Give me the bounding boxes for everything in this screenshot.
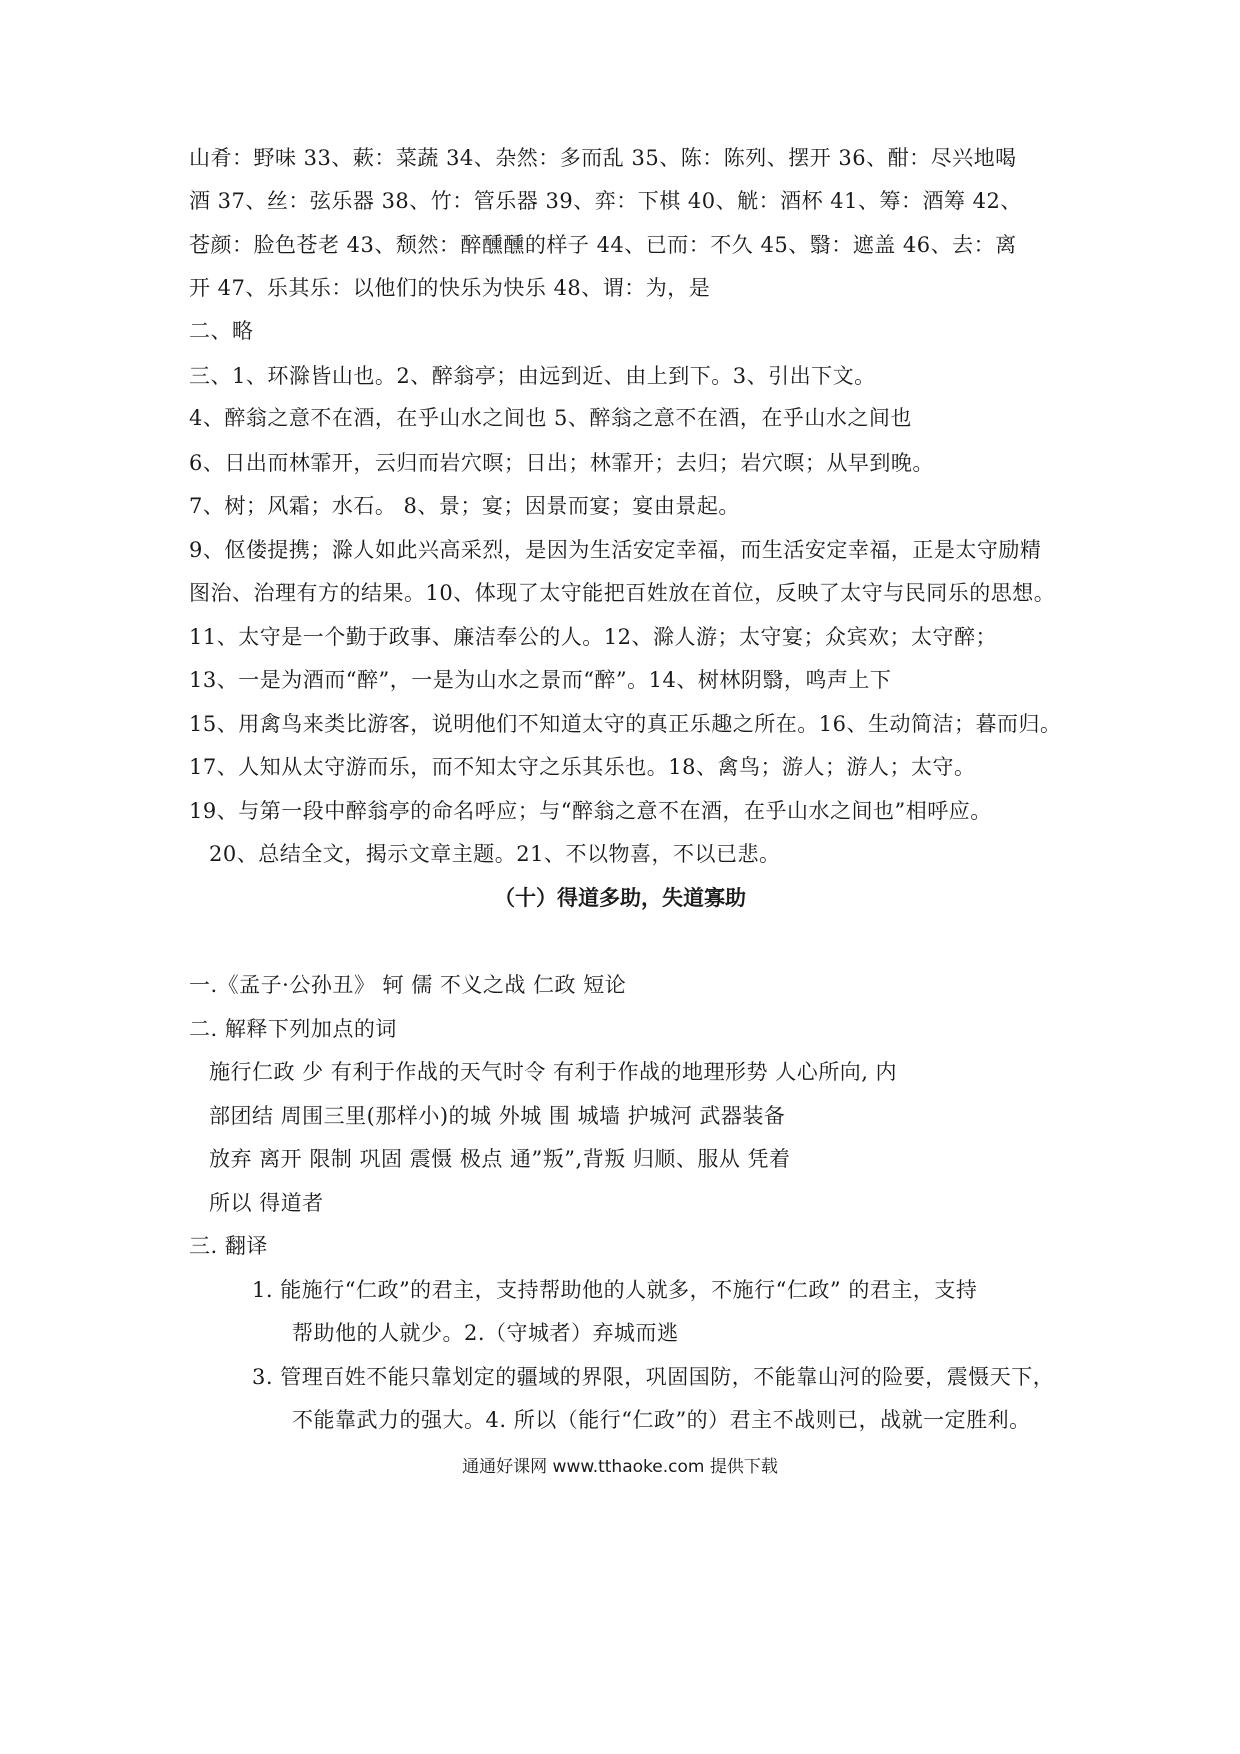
text-line: 1. 能施行“仁政”的君主，支持帮助他的人就多，不施行“仁政” 的君主，支持 <box>252 1278 978 1302</box>
text-line: 帮助他的人就少。2.（守城者）弃城而逃 <box>292 1321 679 1345</box>
text-line: 3. 管理百姓不能只靠划定的疆域的界限，巩固国防，不能靠山河的险要，震慑天下， <box>252 1365 1055 1389</box>
section-title: （十）得道多助，失道寡助 <box>494 886 746 910</box>
text-line: 放弃 离开 限制 巩固 震慑 极点 通”叛”,背叛 归顺、服从 凭着 <box>209 1147 791 1171</box>
text-line: 4、醉翁之意不在酒，在乎山水之间也 5、醉翁之意不在酒，在乎山水之间也 <box>189 406 912 430</box>
text-line: 二. 解释下列加点的词 <box>189 1017 397 1041</box>
text-line: 所以 得道者 <box>209 1191 324 1215</box>
text-line: 13、一是为酒而“醉”，一是为山水之景而“醉”。14、树林阴翳，鸣声上下 <box>189 668 892 692</box>
text-line: 15、用禽鸟来类比游客，说明他们不知道太守的真正乐趣之所在。16、生动简洁；暮而归。 <box>189 712 1062 736</box>
text-line: 开 47、乐其乐：以他们的快乐为快乐 48、谓：为，是 <box>189 276 711 300</box>
text-line: 二、略 <box>189 319 254 343</box>
text-line: 19、与第一段中醉翁亭的命名呼应；与“醉翁之意不在酒，在乎山水之间也”相呼应。 <box>189 799 992 823</box>
text-line: 部团结 周围三里(那样小)的城 外城 围 城墙 护城河 武器装备 <box>209 1104 786 1128</box>
text-line: 图治、治理有方的结果。10、体现了太守能把百姓放在首位，反映了太守与民同乐的思想。 <box>189 581 1056 605</box>
text-line: 三. 翻译 <box>189 1234 268 1258</box>
text-line: 不能靠武力的强大。4. 所以（能行“仁政”的）君主不战则已，战就一定胜利。 <box>292 1408 1031 1432</box>
text-line: 三、1、环滁皆山也。2、醉翁亭；由远到近、由上到下。3、引出下文。 <box>189 364 876 388</box>
text-line: 11、太守是一个勤于政事、廉洁奉公的人。12、滁人游；太守宴；众宾欢；太守醉； <box>189 625 997 649</box>
text-line: 17、人知从太守游而乐，而不知太守之乐其乐也。18、禽鸟；游人；游人；太守。 <box>189 755 976 779</box>
text-line: 7、树；风霜；水石。 8、景；宴；因景而宴；宴由景起。 <box>189 494 740 518</box>
page-footer: 通通好课网 www.tthaoke.com 提供下载 <box>462 1457 778 1477</box>
text-line: 9、伛偻提携；滁人如此兴高采烈，是因为生活安定幸福，而生活安定幸福，正是太守励精 <box>189 538 1042 562</box>
text-line: 施行仁政 少 有利于作战的天气时令 有利于作战的地理形势 人心所向, 内 <box>209 1060 898 1084</box>
text-line: 苍颜：脸色苍老 43、颓然：醉醺醺的样子 44、已而：不久 45、翳：遮盖 46、去：离 <box>189 233 1017 257</box>
text-line: 山肴：野味 33、蔌：菜蔬 34、杂然：多而乱 35、陈：陈列、摆开 36、酣：尽兴地喝 <box>189 146 1017 170</box>
text-line: 20、总结全文，揭示文章主题。21、不以物喜，不以已悲。 <box>209 842 781 866</box>
text-line: 6、日出而林霏开，云归而岩穴暝；日出；林霏开；去归；岩穴暝；从早到晚。 <box>189 451 934 475</box>
text-line: 酒 37、丝：弦乐器 38、竹：管乐器 39、弈：下棋 40、觥：酒杯 41、筹：酒筹 42、 <box>189 189 1022 213</box>
text-line: 一.《孟子·公孙丑》 轲 儒 不义之战 仁政 短论 <box>189 973 627 997</box>
